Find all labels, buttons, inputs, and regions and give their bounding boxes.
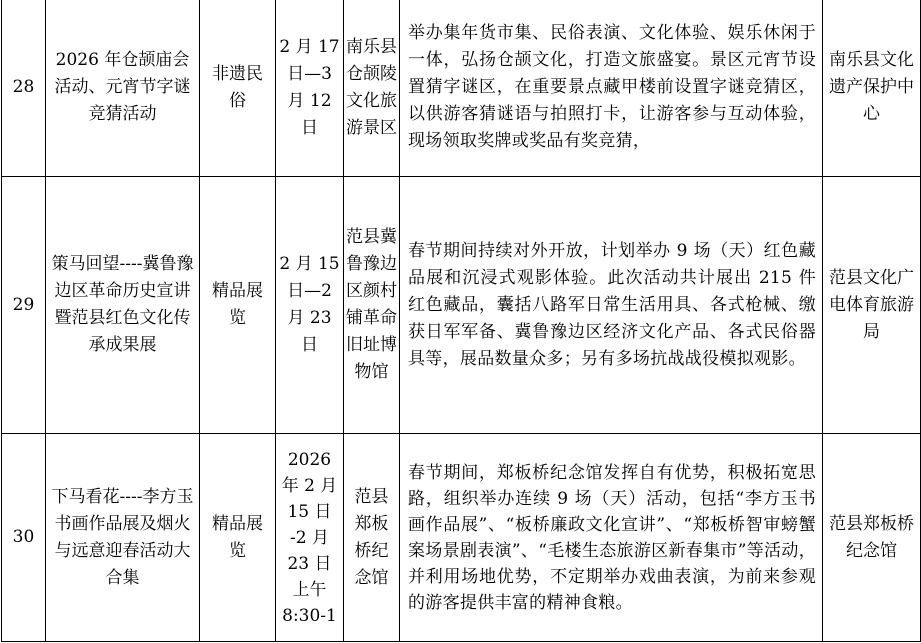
activity-table [1, 0, 921, 642]
activity-name: 2026 年仓颉庙会活动、元宵节字谜竞猜活动 [46, 0, 200, 177]
activity-type: 精品展览 [200, 177, 276, 434]
organizer: 范县文化广电体育旅游局 [823, 177, 921, 434]
activity-description: 举办集年货市集、民俗表演、文化体验、娱乐休闲于一体，弘扬仓颉文化，打造文旅盛宴。景区元宵节设置猜字谜区，在重要景点藏甲楼前设置字谜竞猜区，以供游客猜谜语与拍照打卡，让游客参与互动体验，现场领取奖牌或奖品有奖竞猜， [400, 0, 823, 177]
activity-description: 春节期间，郑板桥纪念馆发挥自有优势，积极拓宽思路，组织举办连续 9 场（天）活动，包括“李方玉书画作品展”、“板桥廉政文化宣讲”、“郑板桥智审螃蟹案场景剧表演”、“毛楼生态旅游区新春集市”等活动，并利用场地优势，不定期举办戏曲表演，为前来参观的游客提供丰富的精神食粮。 [400, 434, 823, 642]
row-number: 28 [2, 0, 46, 177]
activity-description: 春节期间持续对外开放，计划举办 9 场（天）红色藏品展和沉浸式观影体验。此次活动共计展出 215 件红色藏品，囊括八路军日常生活用具、各式枪械、缴获日军军备、冀鲁豫边区经济文化产品、各式民俗器具等，展品数量众多；另有多场抗战战役模拟观影。 [400, 177, 823, 434]
table-row [2, 177, 921, 434]
table-row [2, 434, 921, 642]
row-number: 29 [2, 177, 46, 434]
activity-date: 2 月 17 日—3 月 12 日 [276, 0, 344, 177]
activity-venue: 范县冀鲁豫边区颜村铺革命旧址博物馆 [344, 177, 400, 434]
activity-type: 非遗民俗 [200, 0, 276, 177]
organizer: 范县郑板桥纪念馆 [823, 434, 921, 642]
row-number: 30 [2, 434, 46, 642]
activity-type: 精品展览 [200, 434, 276, 642]
organizer: 南乐县文化遗产保护中心 [823, 0, 921, 177]
activity-venue: 范县郑板桥纪念馆 [344, 434, 400, 642]
activity-venue: 南乐县仓颉陵文化旅游景区 [344, 0, 400, 177]
activity-name: 策马回望----冀鲁豫边区革命历史宣讲暨范县红色文化传承成果展 [46, 177, 200, 434]
activity-name: 下马看花----李方玉书画作品展及烟火与远意迎春活动大合集 [46, 434, 200, 642]
table-row [2, 0, 921, 177]
activity-date: 2 月 15 日—2 月 23 日 [276, 177, 344, 434]
activity-date: 2026 年 2 月 15 日 -2 月 23 日 上午 8:30-1 [276, 434, 344, 642]
